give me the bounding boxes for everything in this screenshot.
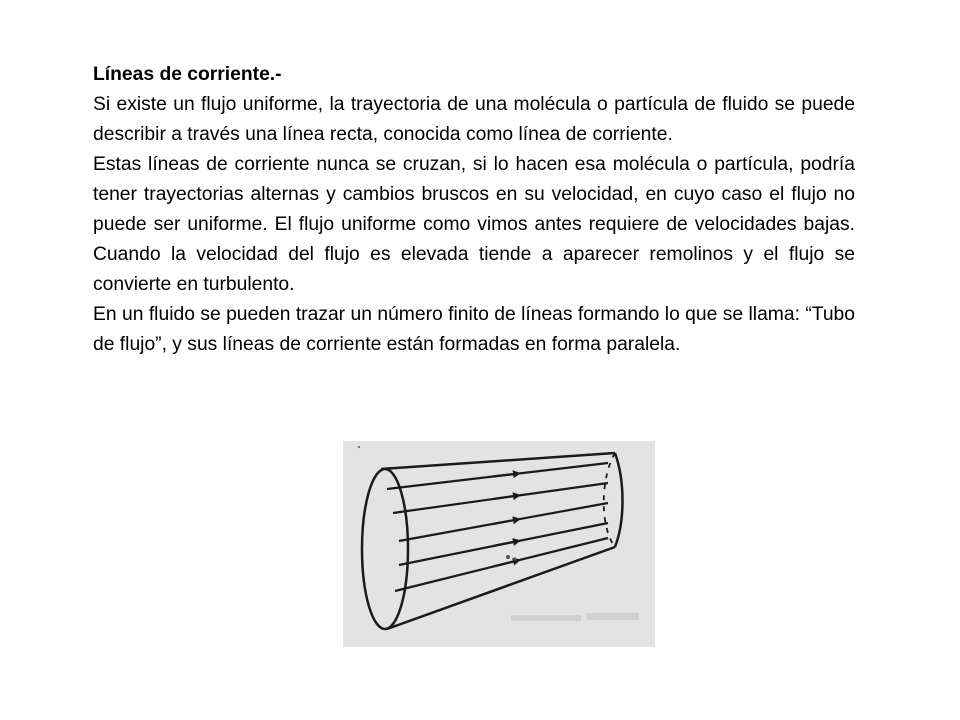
faint-bleed-through xyxy=(511,615,581,621)
faint-bleed-through xyxy=(587,613,639,620)
flow-tube-figure xyxy=(343,441,655,647)
outlet-hidden-edge xyxy=(604,453,615,547)
outlet-edge xyxy=(615,453,623,547)
paragraph-2: Estas líneas de corriente nunca se cruzan, si lo hacen esa molécula o partícula, podría tener trayectorias alternas y cambios bruscos en su velocidad, en cuyo caso el flujo no puede ser uniforme. El flujo uniforme como vimos antes requiere de velocidades bajas. Cuando la velocidad del flujo es elevada tiende a aparecer remolinos y el flujo se convierte en turbulento. xyxy=(93,154,855,295)
streamline-arrow xyxy=(493,561,517,567)
flow-tube-diagram xyxy=(343,441,655,647)
scan-mark xyxy=(506,555,510,559)
streamline-arrow xyxy=(493,474,517,477)
text-block xyxy=(93,60,855,360)
streamline-arrow xyxy=(493,520,517,524)
paragraph-1: Si existe un flujo uniforme, la trayectoria de una molécula o partícula de fluido se puede describir a través una línea recta, conocida como línea de corriente. xyxy=(93,94,855,145)
scan-mark xyxy=(358,446,360,448)
streamline-arrow xyxy=(493,541,517,546)
scan-mark xyxy=(514,558,517,561)
paragraph-3: En un fluido se pueden trazar un número finito de líneas formando lo que se llama: “Tubo de flujo”, y sus líneas de corriente están formadas en forma paralela. xyxy=(93,304,855,355)
inlet-cross-section xyxy=(362,469,408,629)
slide-title: Líneas de corriente.- xyxy=(93,64,282,85)
